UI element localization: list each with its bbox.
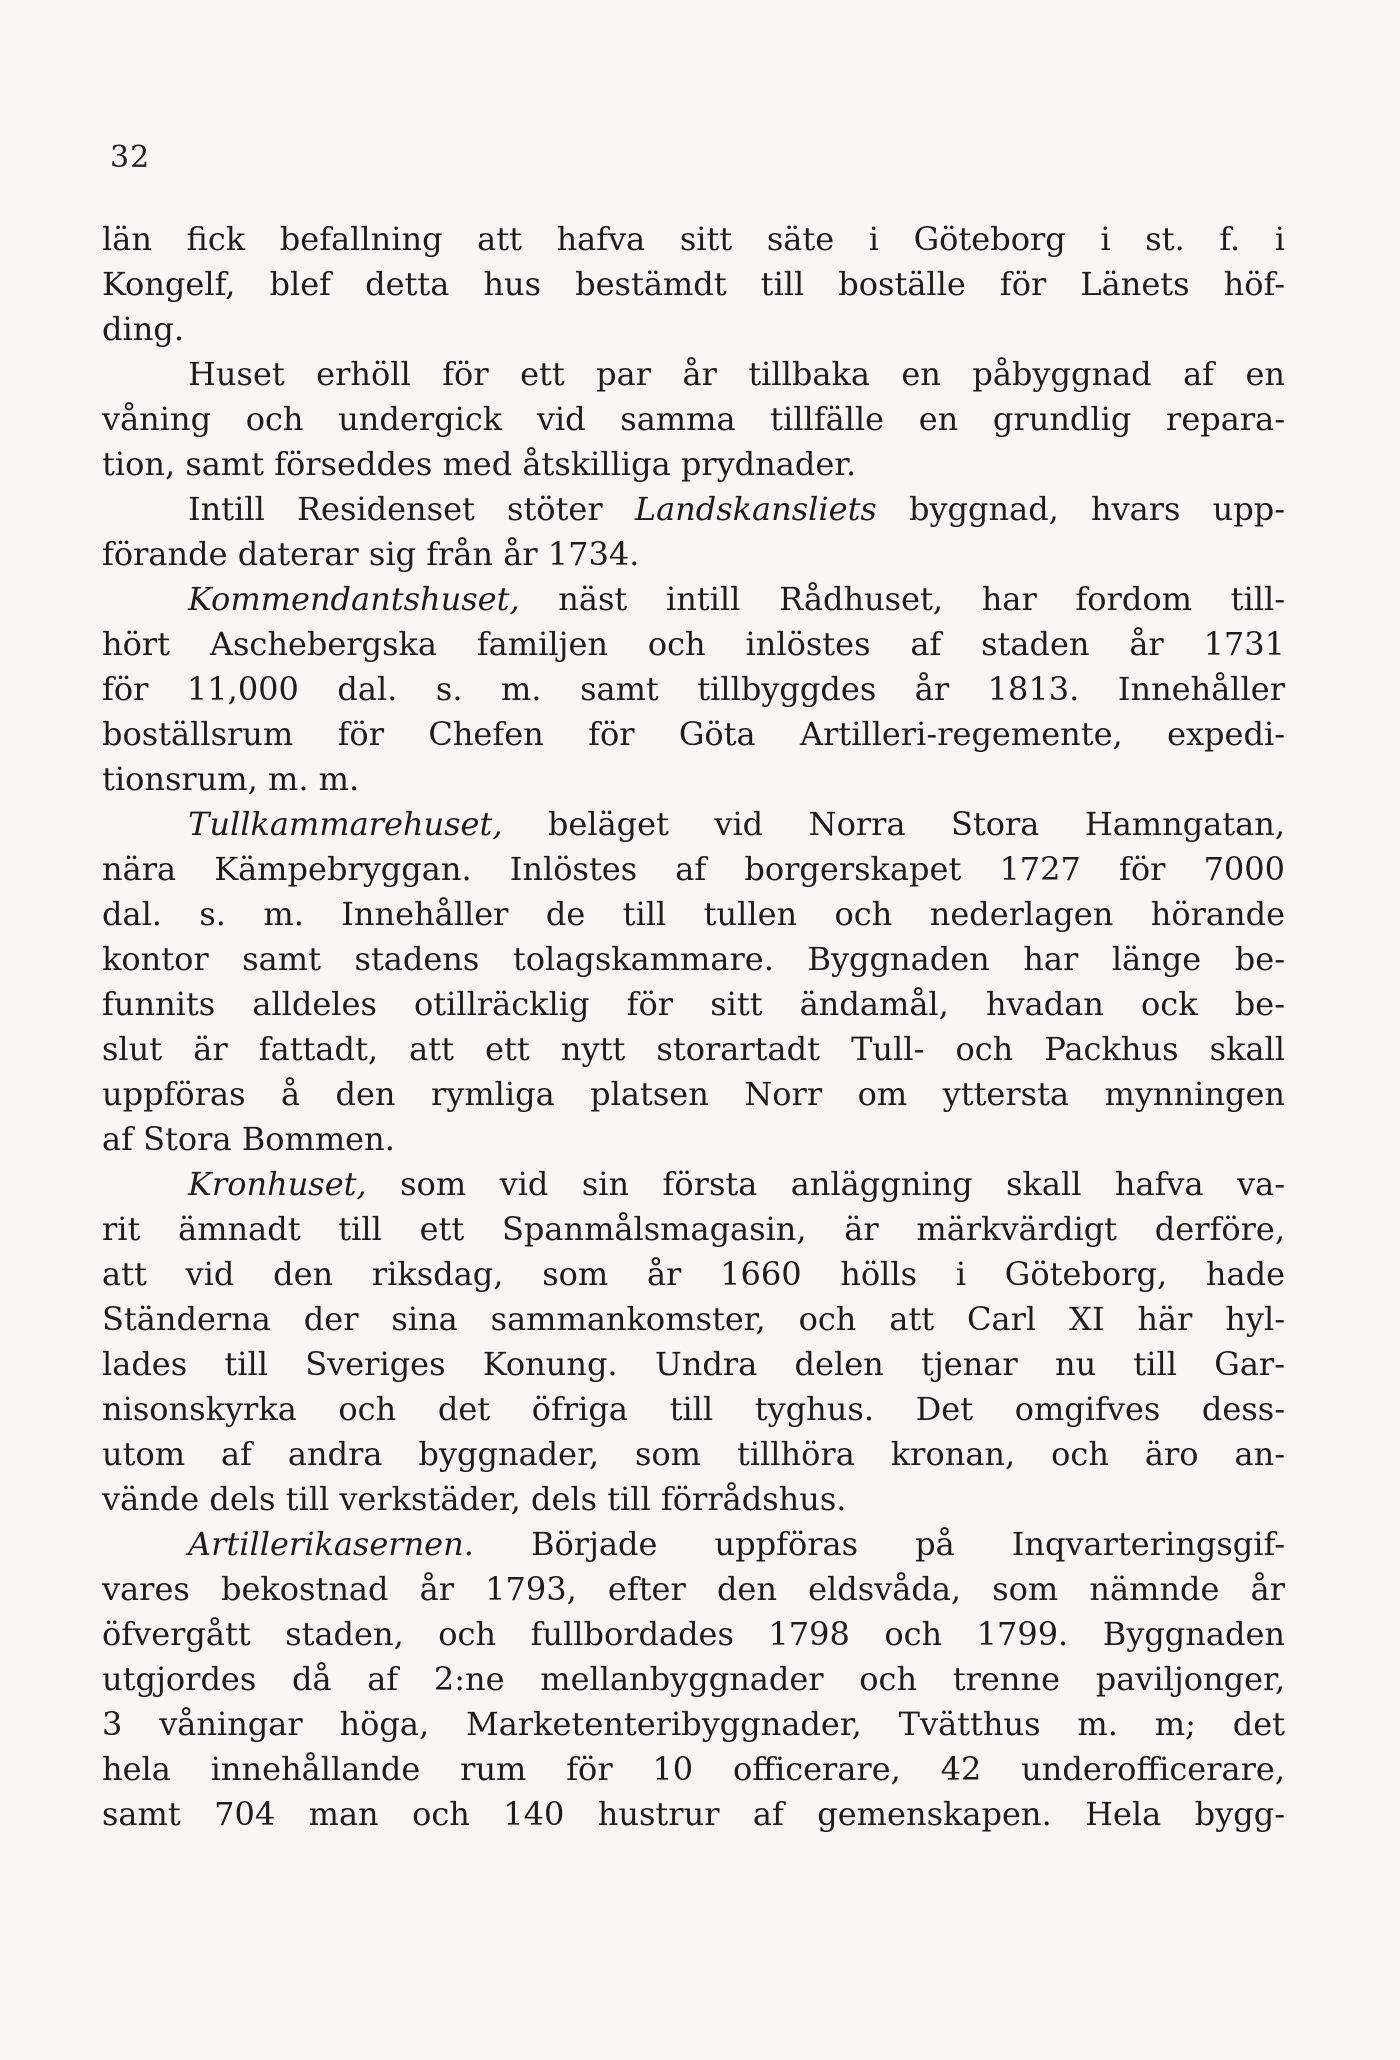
line-text: för 11,000 dal. s. m. samt tillbyggdes år 1813. Innehåller — [102, 670, 1285, 708]
line-text: vares bekostnad år 1793, efter den eldsvåda, som nämnde år — [102, 1570, 1285, 1608]
text-line — [102, 1387, 1285, 1432]
line-text: rit ämnadt till ett Spanmålsmagasin, är märkvärdigt derföre, — [102, 1210, 1285, 1248]
text-line — [102, 1477, 1285, 1522]
text-line — [102, 1702, 1285, 1747]
italic-heading: Landskansliets — [634, 490, 877, 528]
line-text: tionsrum, m. m. — [102, 760, 360, 798]
line-text: beläget vid Norra Stora Hamngatan, — [502, 805, 1285, 843]
text-line — [102, 262, 1285, 307]
text-line — [102, 1567, 1285, 1612]
italic-heading: Kommendantshuset, — [188, 580, 520, 618]
text-line — [102, 397, 1285, 442]
line-text: Intill Residenset stöter — [188, 490, 635, 528]
line-text: utom af andra byggnader, som tillhöra kronan, och äro an- — [102, 1435, 1285, 1473]
line-text: ding. — [102, 310, 184, 348]
page-number: 32 — [110, 140, 151, 175]
text-line — [102, 1252, 1285, 1297]
line-text: nisonskyrka och det öfriga till tyghus. Det omgifves dess- — [102, 1390, 1285, 1428]
text-line — [102, 1117, 1285, 1162]
line-text: Huset erhöll för ett par år tillbaka en påbyggnad af en — [188, 355, 1285, 393]
line-text: kontor samt stadens tolagskammare. Byggnaden har länge be- — [102, 940, 1285, 978]
line-text: öfvergått staden, och fullbordades 1798 och 1799. Byggnaden — [102, 1615, 1285, 1653]
text-line — [102, 1027, 1285, 1072]
italic-heading: Artillerikasernen. — [188, 1525, 474, 1563]
line-text: boställsrum för Chefen för Göta Artilleri-regemente, expedi- — [102, 715, 1285, 753]
text-line — [102, 982, 1285, 1027]
text-line — [102, 712, 1285, 757]
text-line — [102, 847, 1285, 892]
line-text: 3 våningar höga, Marketenteribyggnader, Tvätthus m. m; det — [102, 1705, 1285, 1743]
text-line — [102, 1432, 1285, 1477]
line-text: byggnad, hvars upp- — [876, 490, 1286, 528]
line-text: förande daterar sig från år 1734. — [102, 535, 640, 573]
line-text: samt 704 man och 140 hustrur af gemenskapen. Hela bygg- — [102, 1795, 1285, 1833]
text-line — [102, 352, 1285, 397]
line-text: slut är fattadt, att ett nytt storartadt Tull- och Packhus skall — [102, 1030, 1285, 1068]
line-text: län fick befallning att hafva sitt säte i Göteborg i st. f. i — [102, 220, 1285, 258]
italic-heading: Tullkammarehuset, — [188, 805, 503, 843]
line-text: vände dels till verkstäder, dels till förrådshus. — [102, 1480, 847, 1518]
italic-heading: Kronhuset, — [188, 1165, 367, 1203]
text-line — [102, 937, 1285, 982]
text-line — [102, 217, 1285, 262]
text-line — [102, 487, 1285, 532]
line-text: näst intill Rådhuset, har fordom till- — [519, 580, 1285, 618]
line-text: hela innehållande rum för 10 officerare, 42 underofficerare, — [102, 1750, 1285, 1788]
line-text: som vid sin första anläggning skall hafva va- — [366, 1165, 1285, 1203]
text-line — [102, 307, 1285, 352]
line-text: hört Aschebergska familjen och inlöstes af staden år 1731 — [102, 625, 1285, 663]
line-text: nära Kämpebryggan. Inlöstes af borgerskapet 1727 för 7000 — [102, 850, 1285, 888]
line-text: Kongelf, blef detta hus bestämdt till boställe för Länets höf- — [102, 265, 1285, 303]
text-line — [102, 1612, 1285, 1657]
text-line — [102, 622, 1285, 667]
text-line — [102, 802, 1285, 847]
text-line — [102, 1342, 1285, 1387]
text-line — [102, 532, 1285, 577]
text-line — [102, 1207, 1285, 1252]
text-line — [102, 757, 1285, 802]
line-text: Började uppföras på Inqvarteringsgif- — [473, 1525, 1285, 1563]
line-text: uppföras å den rymliga platsen Norr om yttersta mynningen — [102, 1075, 1285, 1113]
text-line — [102, 1657, 1285, 1702]
line-text: af Stora Bommen. — [102, 1120, 395, 1158]
text-line — [102, 1522, 1285, 1567]
text-line — [102, 577, 1285, 622]
text-line — [102, 667, 1285, 712]
line-text: Ständerna der sina sammankomster, och att Carl XI här hyl- — [102, 1300, 1285, 1338]
line-text: dal. s. m. Innehåller de till tullen och nederlagen hörande — [102, 895, 1285, 933]
text-line — [102, 1297, 1285, 1342]
line-text: att vid den riksdag, som år 1660 hölls i Göteborg, hade — [102, 1255, 1285, 1293]
body-text — [102, 217, 1285, 1837]
line-text: tion, samt förseddes med åtskilliga prydnader. — [102, 445, 857, 483]
text-line — [102, 892, 1285, 937]
line-text: utgjordes då af 2:ne mellanbyggnader och trenne paviljonger, — [102, 1660, 1285, 1698]
line-text: funnits alldeles otillräcklig för sitt ändamål, hvadan ock be- — [102, 985, 1285, 1023]
text-line — [102, 1072, 1285, 1117]
text-line — [102, 1747, 1285, 1792]
text-line — [102, 1162, 1285, 1207]
line-text: våning och undergick vid samma tillfälle en grundlig repara- — [102, 400, 1285, 438]
line-text: lades till Sveriges Konung. Undra delen tjenar nu till Gar- — [102, 1345, 1285, 1383]
text-line — [102, 442, 1285, 487]
text-line — [102, 1792, 1285, 1837]
